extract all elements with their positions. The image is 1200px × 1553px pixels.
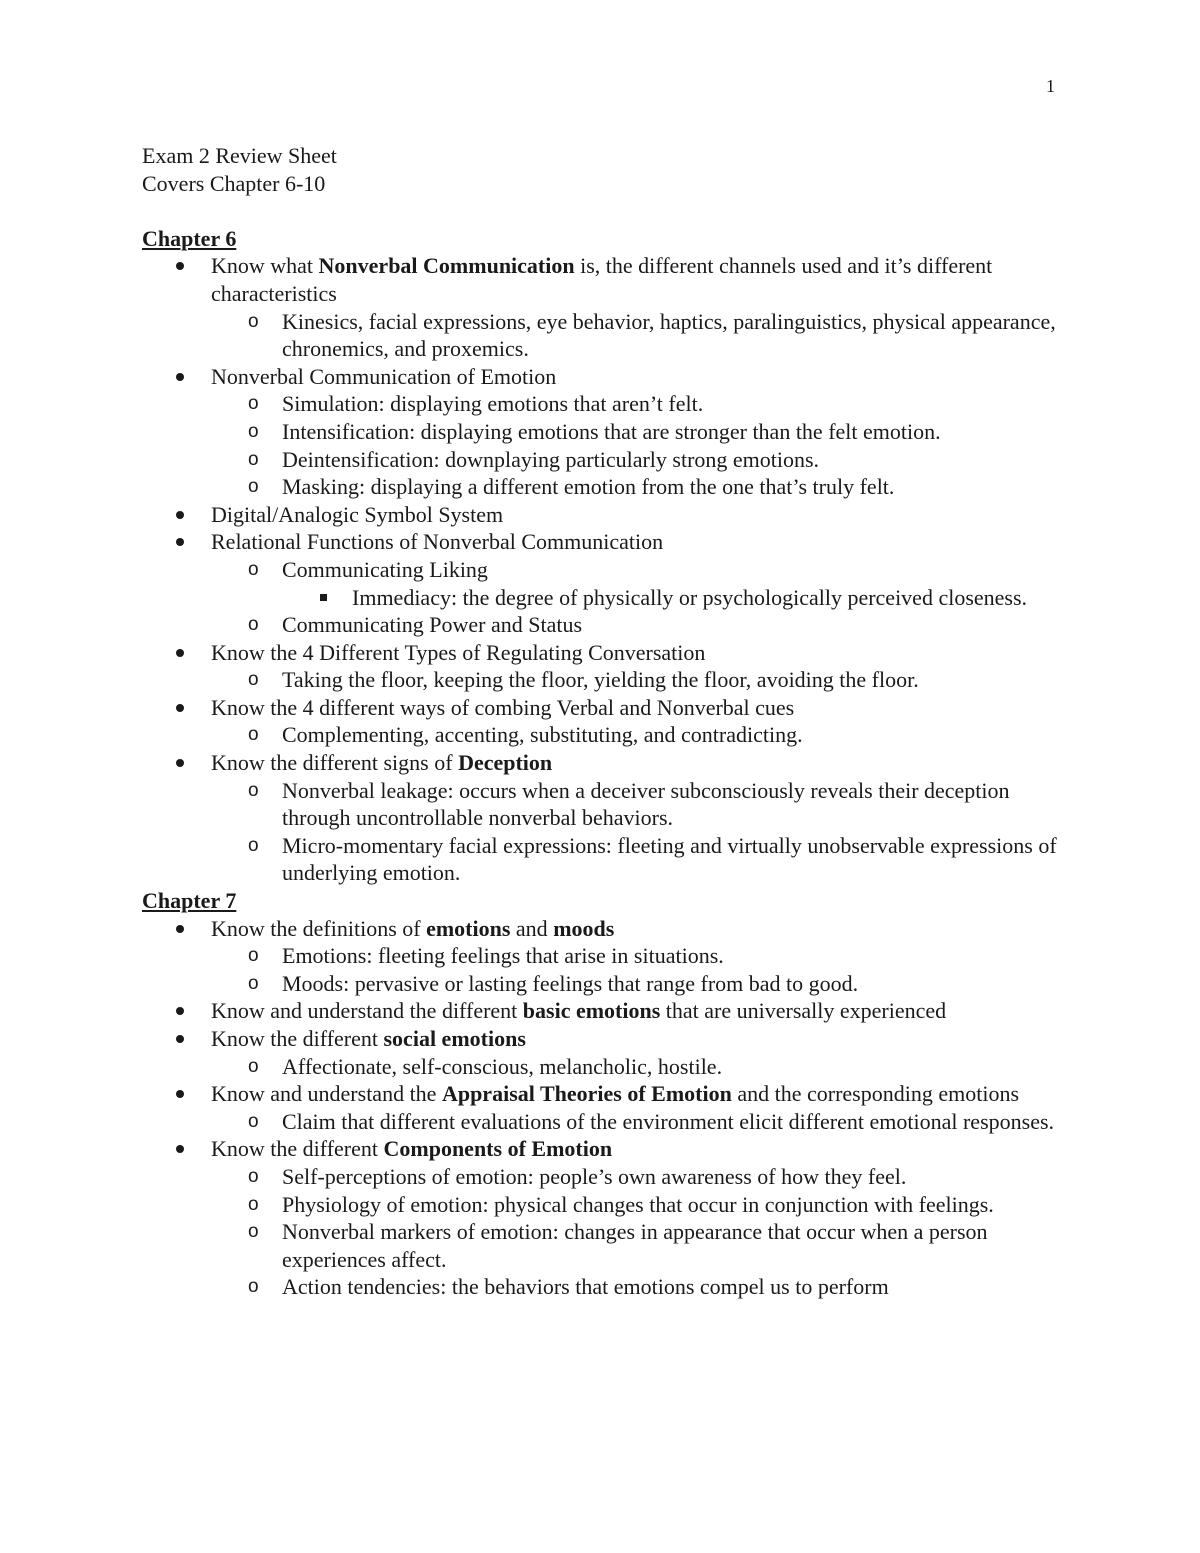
- page-number: 1: [1046, 76, 1055, 96]
- circle-bullet-icon: o: [248, 1165, 259, 1187]
- bullet-icon: [176, 925, 184, 933]
- list-item: Know the different Components of Emotion o Self-perceptions of emotion: people’s own awareness of how they feel. o Physiology of emotion: physical changes that occur in conjunction with feelings. o Nonverbal markers of emotion: changes in appearance that occur when a person experiences affect. o Action tendencies: the behaviors that emotions compel us to perform: [142, 1135, 1057, 1301]
- circle-bullet-icon: o: [248, 1055, 259, 1077]
- chapter-6-heading: Chapter 6: [142, 225, 237, 251]
- circle-bullet-icon: o: [248, 1221, 259, 1243]
- circle-bullet-icon: o: [248, 614, 259, 636]
- circle-bullet-icon: o: [248, 669, 259, 691]
- list-item: o Affectionate, self-conscious, melancholic, hostile.: [248, 1053, 723, 1079]
- list-item: Relational Functions of Nonverbal Communication o Communicating Liking Immediacy: the degree of physically or psychologically perceived closeness. o Communicating Power and Status: [142, 528, 1057, 638]
- list-item: Know the definitions of emotions and moods o Emotions: fleeting feelings that arise in situations. o Moods: pervasive or lasting feelings that range from bad to good.: [142, 915, 1057, 998]
- circle-bullet-icon: o: [248, 1110, 259, 1132]
- list-item: Digital/Analogic Symbol System: [142, 501, 1057, 529]
- list-item: o Self-perceptions of emotion: people’s own awareness of how they feel.: [248, 1163, 907, 1189]
- bullet-icon: [176, 511, 184, 519]
- list-item: Know what Nonverbal Communication is, the different channels used and it’s different characteristics o Kinesics, facial expressions, eye behavior, haptics, paralinguistics, physical appearance, chronemics, and proxemics.: [142, 252, 1057, 362]
- list-item: Know the 4 Different Types of Regulating Conversation o Taking the floor, keeping the floor, yielding the floor, avoiding the floor.: [142, 639, 1057, 694]
- square-bullet-icon: [320, 594, 327, 601]
- circle-bullet-icon: o: [248, 724, 259, 746]
- chapter-7-list: [142, 915, 1057, 1301]
- circle-bullet-icon: o: [248, 1193, 259, 1215]
- list-item: o Nonverbal leakage: occurs when a deceiver subconsciously reveals their deception through uncontrollable nonverbal behaviors.: [248, 777, 1010, 831]
- list-item: o Simulation: displaying emotions that aren’t felt.: [248, 391, 704, 417]
- list-item: o Nonverbal markers of emotion: changes in appearance that occur when a person experiences affect.: [248, 1219, 988, 1272]
- document-subtitle: Covers Chapter 6-10: [142, 170, 326, 196]
- list-item: o Moods: pervasive or lasting feelings that range from bad to good.: [248, 970, 859, 996]
- list-item: Know the different signs of Deception o Nonverbal leakage: occurs when a deceiver subconsciously reveals their deception through uncontrollable nonverbal behaviors. o Micro-momentary facial expressions: fleeting and virtually unobservable expressions of underlying emotion.: [142, 749, 1057, 887]
- circle-bullet-icon: o: [248, 945, 259, 967]
- list-item: o Communicating Power and Status: [248, 612, 583, 638]
- list-item: o Communicating Liking Immediacy: the degree of physically or psychologically perceived closeness.: [211, 556, 1057, 611]
- circle-bullet-icon: o: [248, 448, 259, 470]
- list-item: Nonverbal Communication of Emotion o Simulation: displaying emotions that aren’t felt. o Intensification: displaying emotions that are stronger than the felt emotion. o Deintensification: downplaying particularly strong emotions. o Masking: displaying a different emotion from the one that’s truly felt.: [142, 363, 1057, 501]
- list-item: Know and understand the Appraisal Theories of Emotion and the corresponding emotions o Claim that different evaluations of the environment elicit different emotional responses.: [142, 1080, 1057, 1135]
- bullet-icon: [176, 1145, 184, 1153]
- list-item: o Emotions: fleeting feelings that arise in situations.: [248, 943, 724, 969]
- list-item: o Claim that different evaluations of the environment elicit different emotional responses.: [248, 1108, 1055, 1134]
- bullet-icon: [176, 1007, 184, 1015]
- list-item: o Deintensification: downplaying particularly strong emotions.: [248, 446, 820, 472]
- list-item: o Taking the floor, keeping the floor, yielding the floor, avoiding the floor.: [248, 667, 919, 693]
- circle-bullet-icon: o: [248, 310, 259, 332]
- bullet-icon: [176, 262, 184, 270]
- circle-bullet-icon: o: [248, 972, 259, 994]
- bullet-icon: [176, 759, 184, 767]
- circle-bullet-icon: o: [248, 1276, 259, 1298]
- list-item: Know the 4 different ways of combing Verbal and Nonverbal cues o Complementing, accenting, substituting, and contradicting.: [142, 694, 1057, 749]
- circle-bullet-icon: o: [248, 834, 259, 856]
- circle-bullet-icon: o: [248, 420, 259, 442]
- list-item: Immediacy: the degree of physically or psychologically perceived closeness.: [282, 584, 1057, 612]
- list-item: o Kinesics, facial expressions, eye behavior, haptics, paralinguistics, physical appearance, chronemics, and proxemics.: [248, 308, 1056, 362]
- bullet-icon: [176, 1090, 184, 1098]
- bullet-icon: [176, 649, 184, 657]
- list-item: o Physiology of emotion: physical changes that occur in conjunction with feelings.: [248, 1191, 994, 1217]
- circle-bullet-icon: o: [248, 476, 259, 498]
- list-item: o Action tendencies: the behaviors that emotions compel us to perform: [248, 1274, 889, 1300]
- chapter-6-list: [142, 252, 1057, 887]
- document-title: Exam 2 Review Sheet: [142, 143, 337, 168]
- bullet-icon: [176, 373, 184, 381]
- list-item: o Intensification: displaying emotions that are stronger than the felt emotion.: [248, 418, 941, 444]
- list-item: Know and understand the different basic emotions that are universally experienced: [142, 997, 1057, 1025]
- bullet-icon: [176, 538, 184, 546]
- list-item: Know the different social emotions o Affectionate, self-conscious, melancholic, hostile.: [142, 1025, 1057, 1080]
- list-item: o Complementing, accenting, substituting, and contradicting.: [248, 722, 803, 748]
- list-item: o Micro-momentary facial expressions: fleeting and virtually unobservable expressions of underlying emotion.: [248, 832, 1057, 886]
- list-item: o Masking: displaying a different emotion from the one that’s truly felt.: [248, 474, 895, 500]
- chapter-7-heading: Chapter 7: [142, 888, 237, 914]
- circle-bullet-icon: o: [248, 558, 259, 580]
- bullet-icon: [176, 704, 184, 712]
- document-body: [142, 142, 1057, 1301]
- circle-bullet-icon: o: [248, 393, 259, 415]
- bullet-icon: [176, 1035, 184, 1043]
- circle-bullet-icon: o: [248, 779, 259, 801]
